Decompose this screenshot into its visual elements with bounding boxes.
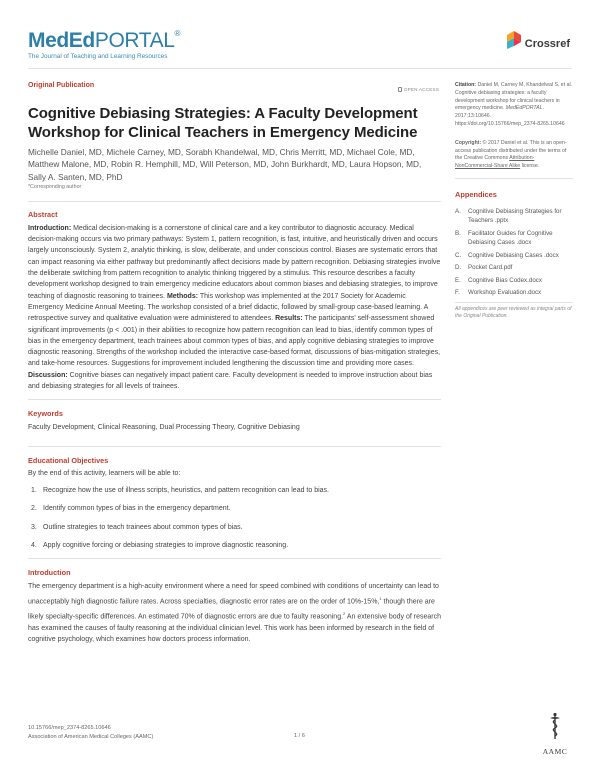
abstract-results-label: Results: [275, 315, 303, 323]
divider [28, 399, 441, 400]
article-title: Cognitive Debiasing Strategies: A Faculty Development Workshop for Clinical Teachers in Emergency Medicine [28, 105, 418, 141]
page-number: 1 / 6 [294, 733, 305, 739]
citation-block: Citation: Daniel M, Carney M, Khandelwal S, et al. Cognitive debiasing strategies: a faculty development workshop for clinical teachers in emergency medicine. MedEdPORTAL. 2017;13:10646. https://doi.org/10.15766/mep_2374-8265.10646 [455, 82, 573, 127]
appendices-heading: Appendices [455, 189, 497, 199]
doi-link[interactable]: 10.15766/mep_2374-8265.10646 [28, 725, 111, 731]
divider [455, 178, 573, 179]
copyright-block: Copyright: © 2017 Daniel et al. This is an open-access publication distributed under the terms of the Creative Commons Attribution-NonCommercial-Share Alike license. [455, 139, 567, 170]
objective-item: 4. Apply cognitive forcing or debiasing strategies to improve diagnostic reasoning. [31, 542, 289, 550]
objective-item: 3. Outline strategies to teach trainees about common types of bias. [31, 523, 243, 531]
logo-portal: PORTAL [94, 29, 175, 52]
sidebar [455, 82, 573, 320]
appendix-link[interactable]: F. Workshop Evaluation.docx [455, 289, 542, 297]
divider [28, 446, 441, 447]
open-lock-icon [398, 87, 402, 92]
header-divider [28, 68, 572, 69]
abstract-discussion-label: Discussion: [28, 371, 68, 379]
abstract-methods-text: This workshop was implemented at the 2017 Society for Academic Emergency Medicine Annual Meeting. The workshop consisted of a brief didactic, followed by small-group case-based learning. A retrospective survey and qualitative evaluation were administered to attendees. [28, 292, 428, 323]
objectives-list [28, 485, 441, 551]
abstract-body [28, 223, 441, 392]
publisher-name: Association of American Medical Colleges (AAMC) [28, 734, 154, 740]
corresponding-note: *Corresponding author [28, 183, 82, 190]
journal-tagline: The Journal of Teaching and Learning Resources [28, 53, 168, 60]
crossref-icon [507, 29, 522, 49]
abstract-heading: Abstract [28, 209, 58, 219]
appendix-link[interactable]: D. Pocket Card.pdf [455, 264, 513, 272]
publication-type: Original Publication [28, 82, 95, 89]
open-access-badge [398, 87, 439, 92]
citation-label: Citation: [455, 82, 477, 88]
divider [28, 558, 441, 559]
introduction-body: The emergency department is a high-acuity environment where a need for speed combined with conditions of uncertainty can lead to unacceptably high diagnostic failure rates. Across specialties, diagnostic error rates are on the order of 10%-15%,$^1$ though there are likely specialty-specific differences. An estimated 70% of diagnostic errors are due to faulty reasoning.$^2$ An extensive body of research has examined the causes of faulty reasoning at the individual clinician level. This work has been informed by research in the field of cognitive psychology, which examines how doctors process information. [28, 583, 442, 644]
aamc-logo [540, 712, 570, 756]
keywords-list: Faculty Development, Clinical Reasoning, Dual Processing Theory, Cognitive Debiasing [28, 424, 300, 432]
abstract-methods-label: Methods: [166, 292, 199, 300]
objectives-lead: By the end of this activity, learners will be able to: [28, 470, 181, 478]
appendix-link[interactable]: E. Cognitive Bias Codex.docx [455, 276, 542, 284]
appendix-link[interactable]: B. Facilitator Guides for Cognitive Debiasing Cases .docx [455, 229, 553, 246]
open-access-label: OPEN ACCESS [403, 87, 439, 92]
appendices-list [455, 207, 573, 298]
author-list: Michelle Daniel, MD, Michele Carney, MD, Sorabh Khandelwal, MD, Chris Merritt, MD, Michael Cole, MD, Matthew Malone, MD, Robin R. Hemphill, MD, Will Peterson, MD, John Burkhardt, MD, Laura Hopson, MD, Sally A. Santen, MD, PhD [28, 147, 422, 182]
journal-logo[interactable] [28, 30, 180, 60]
reference-1[interactable]: 1 [379, 595, 382, 601]
divider [455, 302, 573, 303]
crossref-badge[interactable] [507, 28, 570, 50]
copyright-label: Copyright: [455, 139, 482, 146]
logo-registered-mark: ® [174, 29, 181, 38]
aamc-label: AAMC [542, 747, 568, 756]
appendix-link[interactable]: C. Cognitive Debiasing Cases .docx [455, 251, 559, 259]
reference-2[interactable]: 2 [343, 610, 346, 616]
keywords-heading: Keywords [28, 409, 63, 419]
aamc-caduceus-icon [547, 712, 563, 740]
objective-item: 1. Recognize how the use of illness scripts, heuristics, and pattern recognition can lead to bias. [31, 486, 329, 494]
objectives-heading: Educational Objectives [28, 456, 109, 466]
main-column [28, 82, 441, 646]
crossref-label: Crossref [524, 38, 570, 50]
page-footer [28, 724, 153, 742]
license-link[interactable]: Attribution-NonCommercial-Share Alike [455, 155, 535, 170]
abstract-intro-label: Introduction: [28, 224, 72, 232]
logo-med: MedEd [28, 29, 95, 52]
appendix-link[interactable]: A. Cognitive Debiasing Strategies for Teachers .pptx [455, 207, 562, 225]
objective-item: 2. Identify common types of bias in the emergency department. [31, 505, 231, 513]
appendices-note: All appendices are peer reviewed as integral parts of the Original Publication. [455, 305, 572, 319]
abstract-discussion-text: Cognitive biases can negatively impact patient care. Faculty development is needed to improve instruction about bias and debiasing strategies for all levels of trainees. [28, 371, 433, 391]
introduction-heading: Introduction [28, 568, 71, 578]
abstract-intro-text: Medical decision-making is a cornerstone of clinical care and a key contributor to diagnostic accuracy. Medical decision-making occurs via two primary pathways: System 1, pattern recognition, is fast, intuitive, and heuristically driven and occurs largely unconsciously. System 2, analytic thinking, is slow, deliberate, and under conscious control. Biases are systematic errors that can impact reasoning via either pathway but predominantly affect decisions made by pattern recognition. Debiasing strategies involve the deliberate switching from pattern recognition to analytic thinking triggered by a stimulus. This resource describes a faculty development workshop designed to train emergency medicine educators about common biases and debiasing strategies, to improve teaching of diagnostic reasoning to trainees. [28, 224, 441, 300]
divider [28, 201, 441, 202]
abstract-results-text: The participants' self-assessment showed significant improvements (p < .001) in their abilities to recognize how pattern recognition can lead to bias, identify common types of bias in the emergency department, teach trainees about common types of bias, and apply cognitive debiasing strategies to improve diagnostic reasoning. Strengths of the workshop included the interactive case-based format, discussions of bias-mitigation strategies, and take-home resources. Suggestions for improvement included lengthening the discussion time and providing more cases. [28, 315, 441, 368]
